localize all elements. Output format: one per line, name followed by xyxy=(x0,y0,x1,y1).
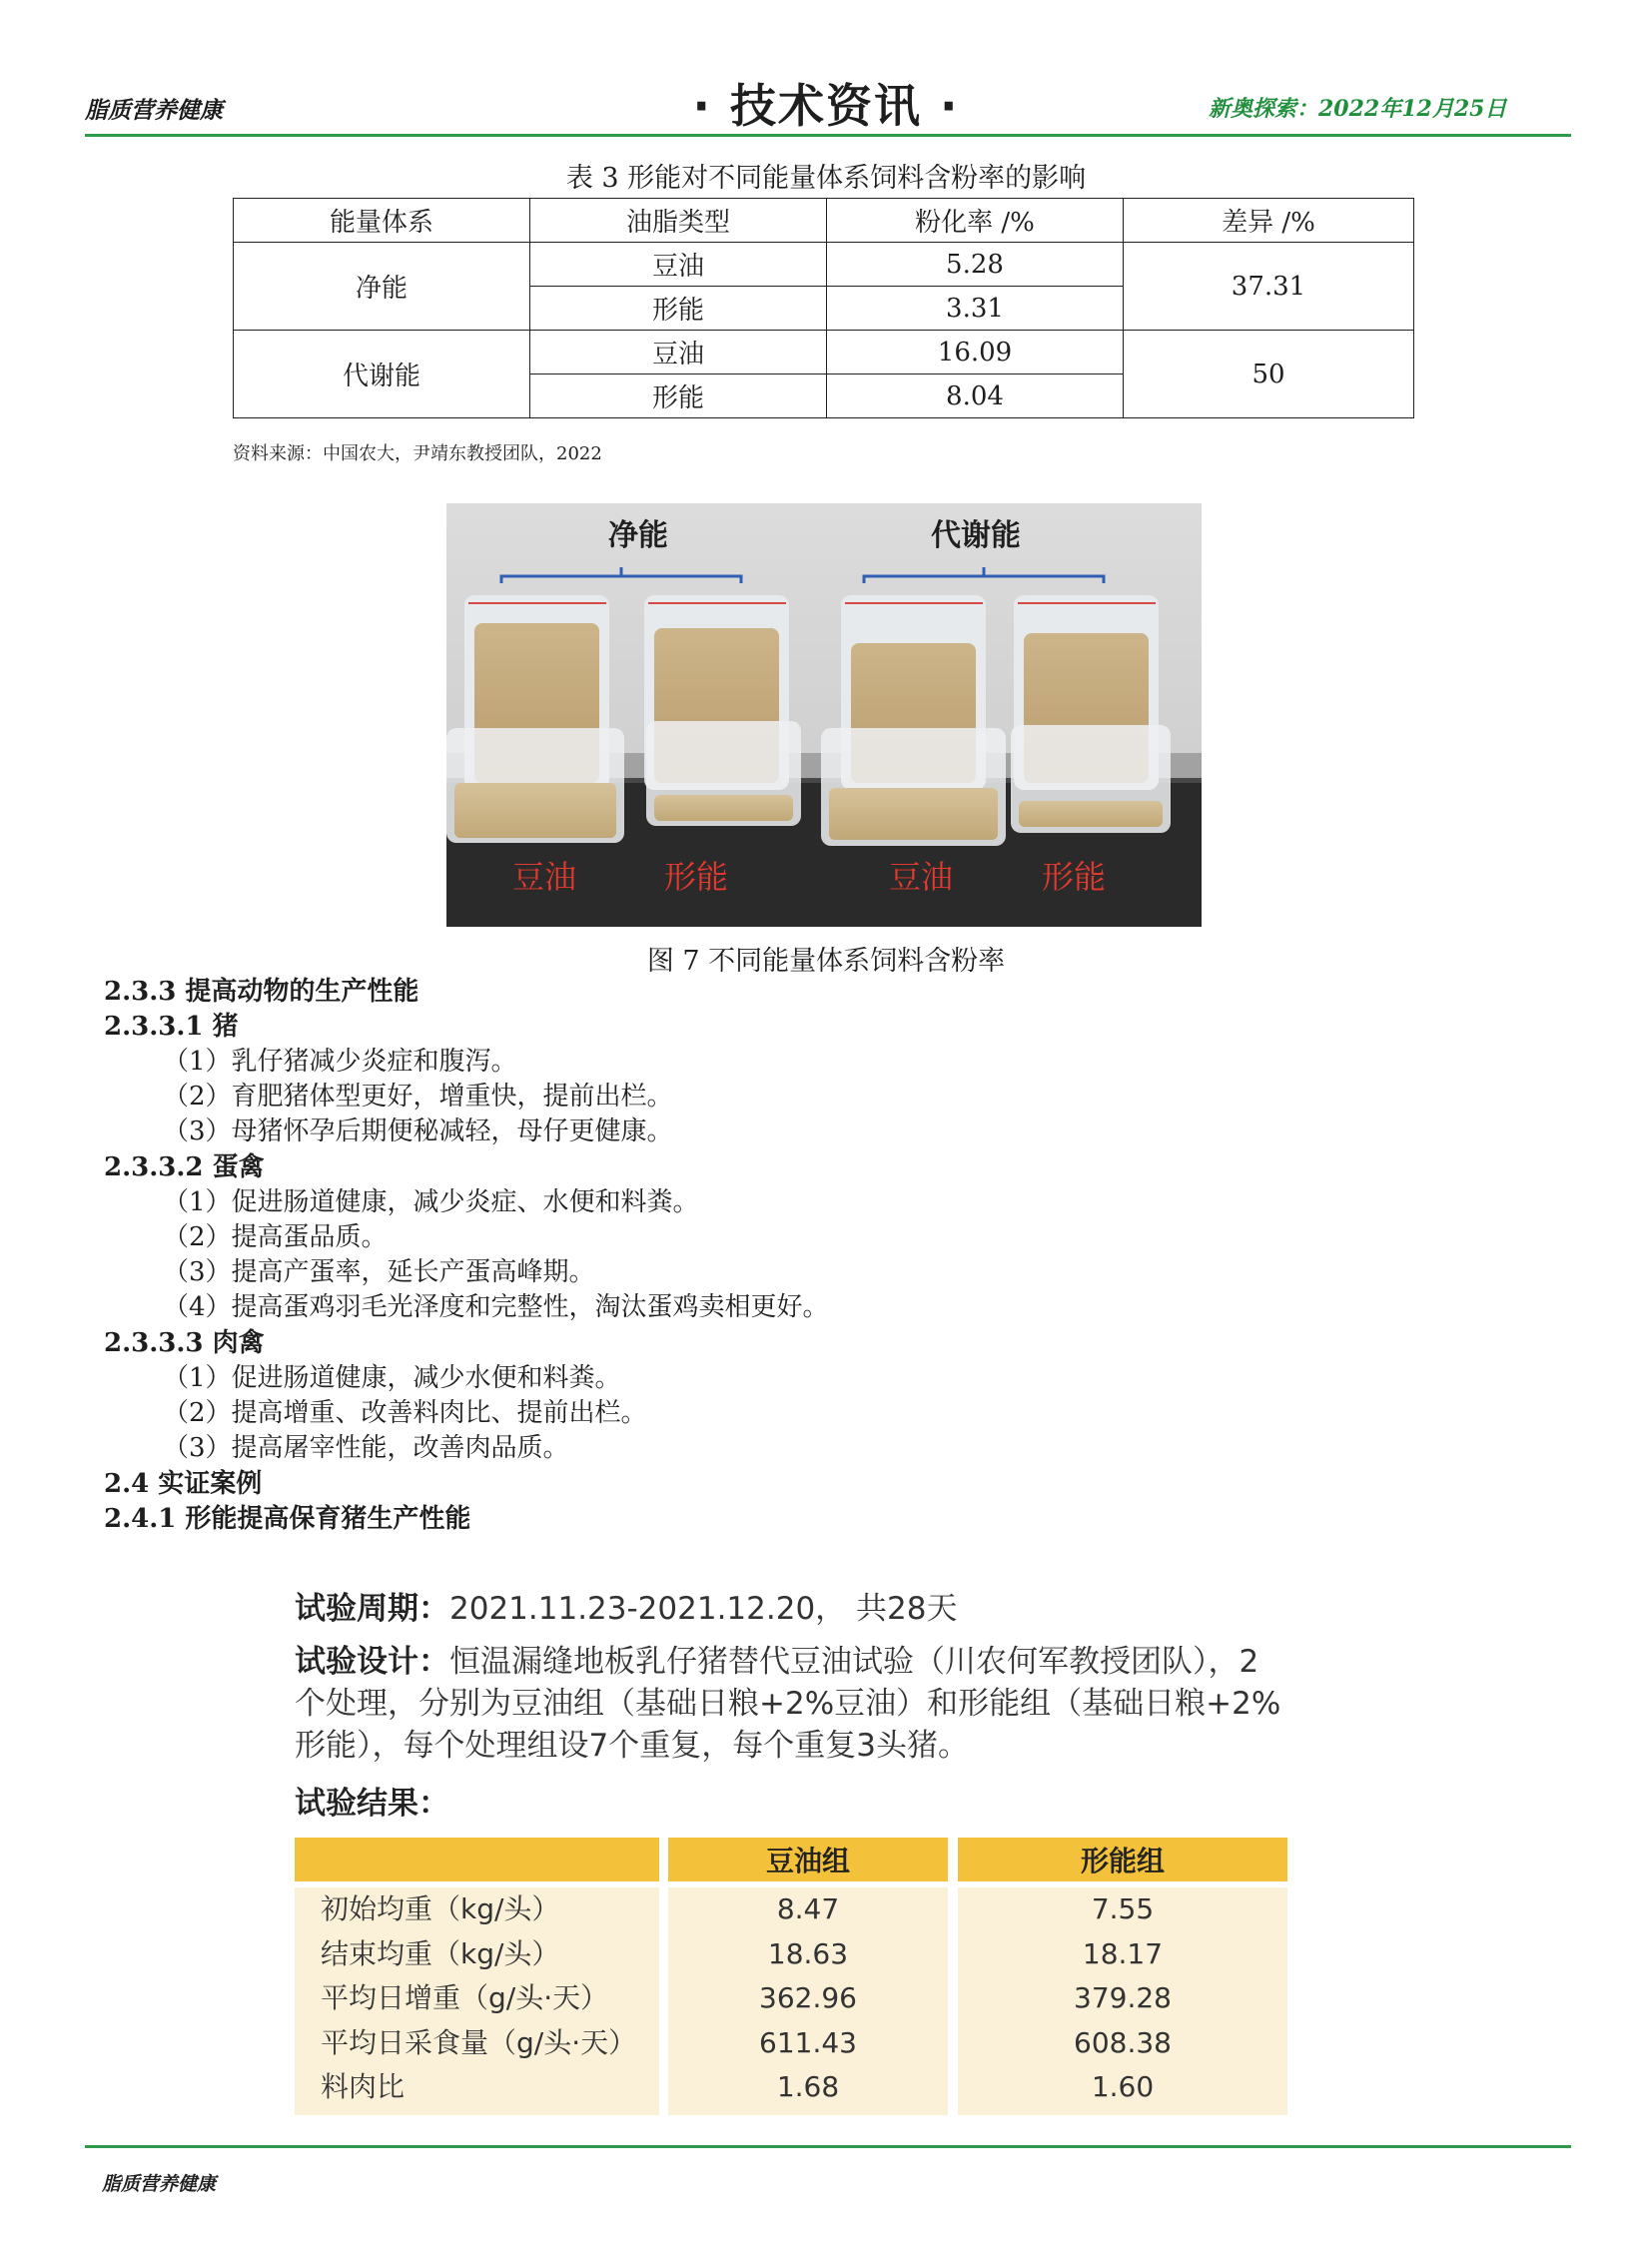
bag-label: 豆油 xyxy=(511,858,577,896)
section-heading: 2.3.3.3 肉禽 xyxy=(104,1328,265,1358)
list-item: （2）育肥猪体型更好，增重快，提前出栏。 xyxy=(163,1082,673,1112)
table3-header-cell: 能量体系 xyxy=(234,199,530,243)
results-soy-value: 8.47 xyxy=(776,1892,840,1925)
list-item: （3）母猪怀孕后期便秘减轻，母仔更健康。 xyxy=(163,1117,673,1146)
results-xingneng-value: 608.38 xyxy=(1074,2025,1172,2059)
trial-design-label: 试验设计： xyxy=(295,1644,449,1680)
results-table xyxy=(295,1838,1287,2115)
results-row-label: 结束均重（kg/头） xyxy=(321,1936,560,1970)
section-heading: 2.4 实证案例 xyxy=(104,1469,263,1499)
list-item: （1）乳仔猪减少炎症和腹泻。 xyxy=(163,1047,517,1077)
results-soy-value: 18.63 xyxy=(767,1936,849,1970)
front-bag xyxy=(446,728,624,843)
list-item: （4）提高蛋鸡羽毛光泽度和完整性，淘汰蛋鸡卖相更好。 xyxy=(163,1292,829,1322)
results-label-column xyxy=(295,1887,659,2115)
section-heading: 2.3.3.2 蛋禽 xyxy=(104,1152,265,1182)
table3-rate-cell: 16.09 xyxy=(827,331,1124,374)
results-xingneng-value: 18.17 xyxy=(1082,1936,1164,1970)
table3-header-cell: 油脂类型 xyxy=(530,199,827,243)
table3-header-cell: 粉化率 /% xyxy=(827,199,1124,243)
table3-oil-cell: 形能 xyxy=(530,374,827,418)
photo-label-metabolizable-energy: 代谢能 xyxy=(931,518,1021,553)
table-row xyxy=(234,331,1414,374)
front-bag xyxy=(821,728,1006,846)
table3-title: 表 3 形能对不同能量体系饲料含粉率的影响 xyxy=(565,163,1087,194)
header-section-title: · 技术资讯 · xyxy=(692,79,960,133)
trial-period-label: 试验周期： xyxy=(295,1591,449,1627)
table3-header-cell: 差异 /% xyxy=(1124,199,1414,243)
table3-oil-cell: 豆油 xyxy=(530,243,827,287)
results-soy-value: 1.68 xyxy=(776,2070,840,2104)
table3 xyxy=(233,198,1414,418)
bag-label: 形能 xyxy=(663,858,729,896)
results-xingneng-value: 7.55 xyxy=(1091,1892,1155,1925)
results-soy-column xyxy=(668,1887,948,2115)
table3-diff-cell: 37.31 xyxy=(1124,243,1414,331)
trial-period xyxy=(295,1583,957,1628)
table3-rate-cell: 5.28 xyxy=(827,243,1124,287)
list-item: （2）提高蛋品质。 xyxy=(163,1222,388,1252)
table3-source: 资料来源：中国农大，尹靖东教授团队，2022 xyxy=(233,443,602,464)
results-row-label: 初始均重（kg/头） xyxy=(321,1892,560,1925)
trial-design-value: 恒温漏缝地板乳仔猪替代豆油试验（川农何军教授团队），2个处理，分别为豆油组（基础日粮+2%豆油）和形能组（基础日粮+2%形能），每个处理组设7个重复，每个重复3头猪。 xyxy=(295,1644,1281,1764)
list-item: （1）促进肠道健康，减少炎症、水便和料粪。 xyxy=(163,1187,699,1217)
feed-bags-photo xyxy=(446,503,1202,927)
list-item: （3）提高产蛋率，延长产蛋高峰期。 xyxy=(163,1257,595,1287)
header-issue-date: 新奥探索：2022年12月25日 xyxy=(1209,96,1507,122)
results-xingneng-value: 379.28 xyxy=(1074,1981,1172,2015)
list-item: （2）提高增重、改善料肉比、提前出栏。 xyxy=(163,1398,647,1428)
table3-system-cell: 代谢能 xyxy=(234,331,530,418)
results-row-label: 平均日采食量（g/头·天） xyxy=(321,2025,637,2059)
table3-header-row xyxy=(234,199,1414,243)
list-item: （3）提高屠宰性能，改善肉品质。 xyxy=(163,1433,569,1463)
results-soy-value: 611.43 xyxy=(759,2025,857,2059)
table3-oil-cell: 豆油 xyxy=(530,331,827,374)
results-row-label: 平均日增重（g/头·天） xyxy=(321,1981,609,2015)
table3-rate-cell: 8.04 xyxy=(827,374,1124,418)
trial-result-label: 试验结果： xyxy=(295,1786,449,1822)
bag-label: 豆油 xyxy=(888,858,954,896)
table-row xyxy=(234,243,1414,287)
section-heading: 2.4.1 形能提高保育猪生产性能 xyxy=(104,1504,471,1534)
results-xingneng-value: 1.60 xyxy=(1091,2070,1155,2104)
footer-rule xyxy=(85,2145,1571,2148)
section-heading: 2.3.3 提高动物的生产性能 xyxy=(104,977,419,1007)
results-row-label: 料肉比 xyxy=(321,2070,406,2104)
header-journal-name: 脂质营养健康 xyxy=(85,97,223,124)
bag-label: 形能 xyxy=(1041,858,1107,896)
table3-diff-cell: 50 xyxy=(1124,331,1414,418)
table3-system-cell: 净能 xyxy=(234,243,530,331)
front-bag xyxy=(646,721,801,826)
results-header-cell: 豆油组 xyxy=(668,1838,948,1881)
trial-period-value: 2021.11.23-2021.12.20， 共28天 xyxy=(449,1591,958,1627)
section-heading: 2.3.3.1 猪 xyxy=(104,1012,239,1042)
figure-caption: 图 7 不同能量体系饲料含粉率 xyxy=(646,946,1006,977)
trial-design xyxy=(295,1641,1283,1767)
results-header-cell: 形能组 xyxy=(958,1838,1287,1881)
results-soy-value: 362.96 xyxy=(759,1981,857,2015)
table3-oil-cell: 形能 xyxy=(530,287,827,331)
list-item: （1）促进肠道健康，减少水便和料粪。 xyxy=(163,1363,621,1393)
results-xingneng-column xyxy=(958,1887,1287,2115)
footer-journal-name: 脂质营养健康 xyxy=(102,2173,217,2195)
table3-rate-cell: 3.31 xyxy=(827,287,1124,331)
front-bag xyxy=(1011,725,1171,833)
header-rule xyxy=(85,134,1571,137)
results-header-cell xyxy=(295,1838,659,1881)
photo-label-net-energy: 净能 xyxy=(608,518,668,553)
